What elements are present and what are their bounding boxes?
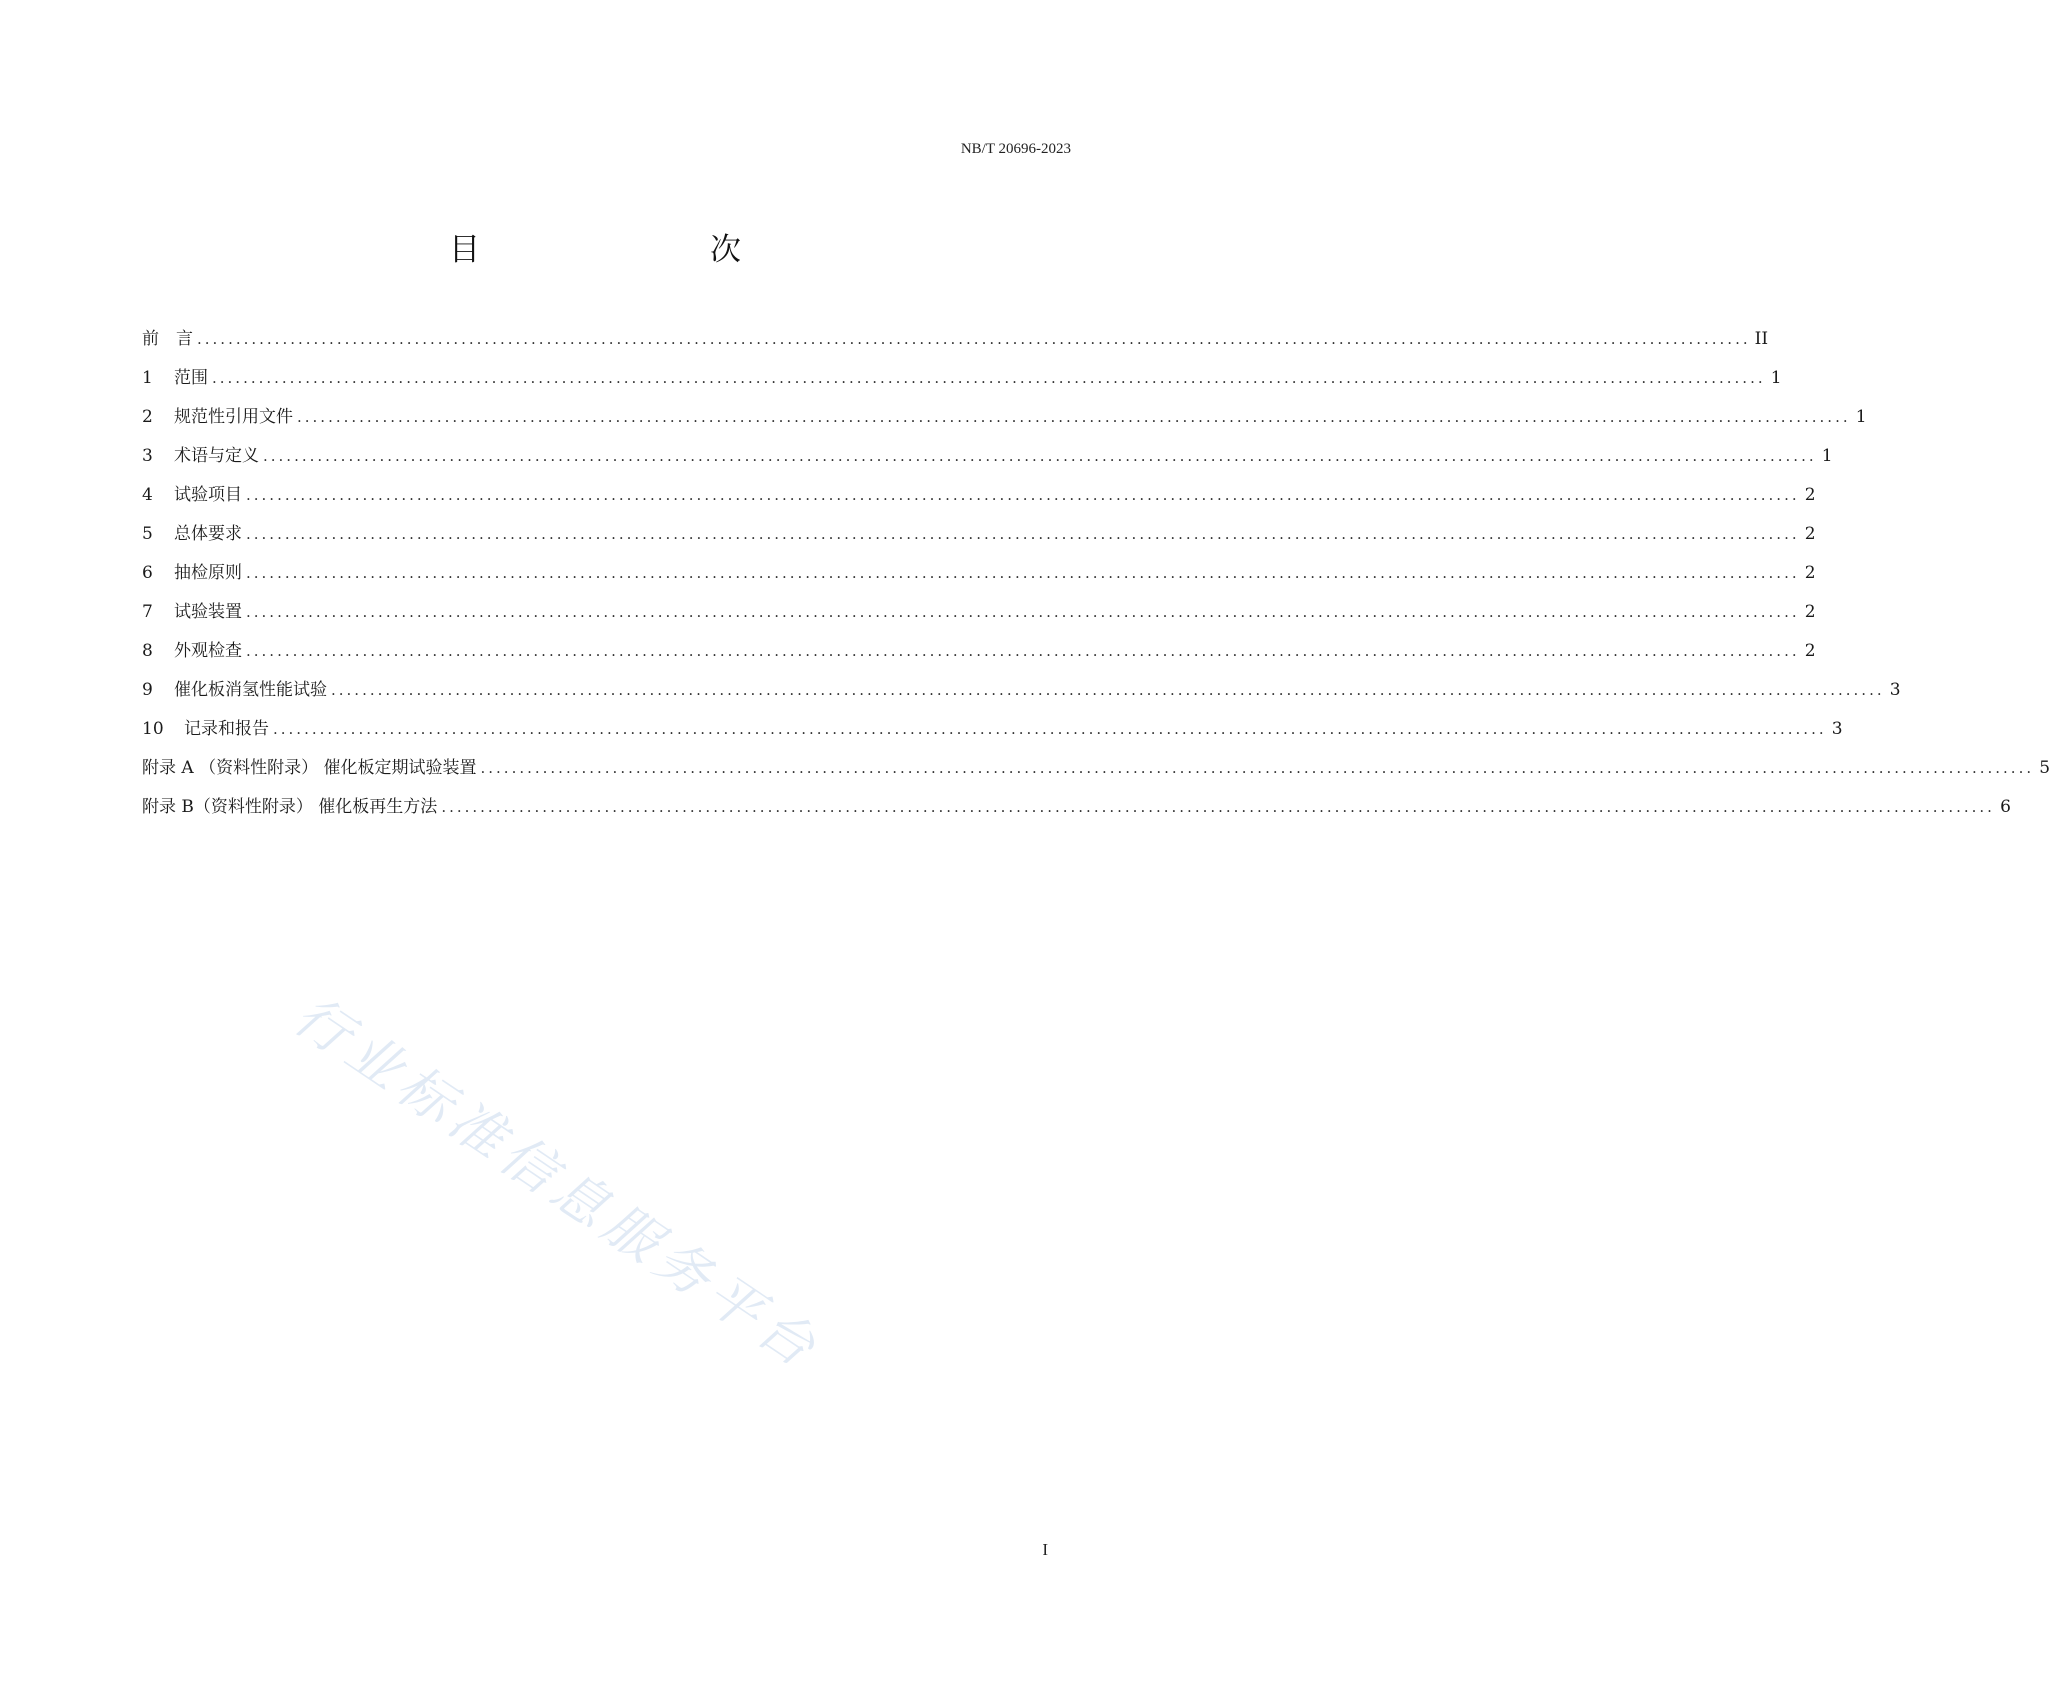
document-code: NB/T 20696-2023	[960, 141, 1071, 157]
toc-entry-page: 1	[1855, 407, 1867, 427]
toc-entry-number: 4	[142, 485, 153, 505]
dot-leader: ........................................................................................................................................................................................................	[212, 369, 1766, 387]
toc-entry-label: 范围	[174, 368, 208, 388]
toc-entry-number: 3	[142, 446, 153, 466]
toc-title: 目 次	[449, 232, 797, 268]
dot-leader: ........................................................................................................................................................................................................	[273, 720, 1827, 738]
toc-entry-label: 附录 A （资料性附录） 催化板定期试验装置	[142, 758, 477, 778]
toc-entry-6[interactable]	[142, 562, 1816, 601]
toc-entry-label: 试验装置	[174, 602, 242, 622]
toc-entry-page: 3	[1831, 719, 1843, 739]
toc-entry-page: 1	[1770, 368, 1782, 388]
toc-entry-3[interactable]	[142, 445, 1833, 484]
toc-entry-4[interactable]	[142, 484, 1816, 523]
toc-entry-1[interactable]	[142, 367, 1782, 406]
toc-entry-label: 抽检原则	[174, 563, 242, 583]
toc-entry-2[interactable]	[142, 406, 1867, 445]
dot-leader: ........................................................................................................................................................................................................	[297, 408, 1851, 426]
toc-entry-number: 9	[142, 680, 153, 700]
dot-leader: ........................................................................................................................................................................................................	[246, 642, 1800, 660]
toc-entry-page: 5	[2039, 758, 2050, 778]
toc-entry-preface[interactable]	[142, 328, 1769, 367]
dot-leader: ........................................................................................................................................................................................................	[263, 447, 1817, 465]
toc-entry-9[interactable]	[142, 679, 1901, 718]
toc-entry-8[interactable]	[142, 640, 1816, 679]
toc-entry-number: 8	[142, 641, 153, 661]
dot-leader: ........................................................................................................................................................................................................	[246, 603, 1800, 621]
toc-entry-label: 附录 B（资料性附录） 催化板再生方法	[142, 797, 438, 817]
toc-entry-number: 1	[142, 368, 153, 388]
dot-leader: ........................................................................................................................................................................................................	[480, 759, 2035, 777]
dot-leader: ........................................................................................................................................................................................................	[246, 525, 1800, 543]
toc-entry-label: 催化板消氢性能试验	[174, 680, 327, 700]
toc-entry-page: 2	[1804, 602, 1816, 622]
dot-leader: ........................................................................................................................................................................................................	[331, 681, 1885, 699]
page-number: I	[1042, 1540, 1048, 1559]
toc-entry-number: 2	[142, 407, 153, 427]
toc-list	[142, 328, 2050, 835]
toc-entry-page: 2	[1804, 524, 1816, 544]
toc-entry-7[interactable]	[142, 601, 1816, 640]
toc-entry-10[interactable]	[142, 718, 1843, 757]
toc-entry-page: 2	[1804, 485, 1816, 505]
toc-entry-appendix-a[interactable]	[142, 757, 2050, 796]
toc-entry-label: 记录和报告	[184, 719, 269, 739]
toc-entry-page: 2	[1804, 641, 1816, 661]
toc-entry-page: 6	[2000, 797, 2011, 817]
toc-entry-appendix-b[interactable]	[142, 796, 2011, 835]
toc-entry-label: 试验项目	[174, 485, 242, 505]
toc-entry-page: 1	[1821, 446, 1833, 466]
toc-entry-label: 外观检查	[174, 641, 242, 661]
dot-leader: ........................................................................................................................................................................................................	[441, 798, 1995, 816]
toc-entry-label: 前 言	[142, 329, 193, 349]
dot-leader: ........................................................................................................................................................................................................	[246, 486, 1800, 504]
toc-entry-page: 3	[1889, 680, 1901, 700]
toc-entry-number: 5	[142, 524, 153, 544]
toc-entry-number: 6	[142, 563, 153, 583]
toc-entry-5[interactable]	[142, 523, 1816, 562]
toc-entry-label: 规范性引用文件	[174, 407, 293, 427]
dot-leader: ........................................................................................................................................................................................................	[246, 564, 1800, 582]
toc-entry-label: 总体要求	[174, 524, 242, 544]
dot-leader: ........................................................................................................................................................................................................	[197, 330, 1751, 348]
toc-entry-number: 7	[142, 602, 153, 622]
watermark: 行业标准信息服务平台	[283, 983, 833, 1383]
toc-entry-label: 术语与定义	[174, 446, 259, 466]
toc-entry-page: II	[1754, 329, 1769, 349]
toc-entry-page: 2	[1804, 563, 1816, 583]
toc-entry-number: 10	[142, 719, 164, 739]
